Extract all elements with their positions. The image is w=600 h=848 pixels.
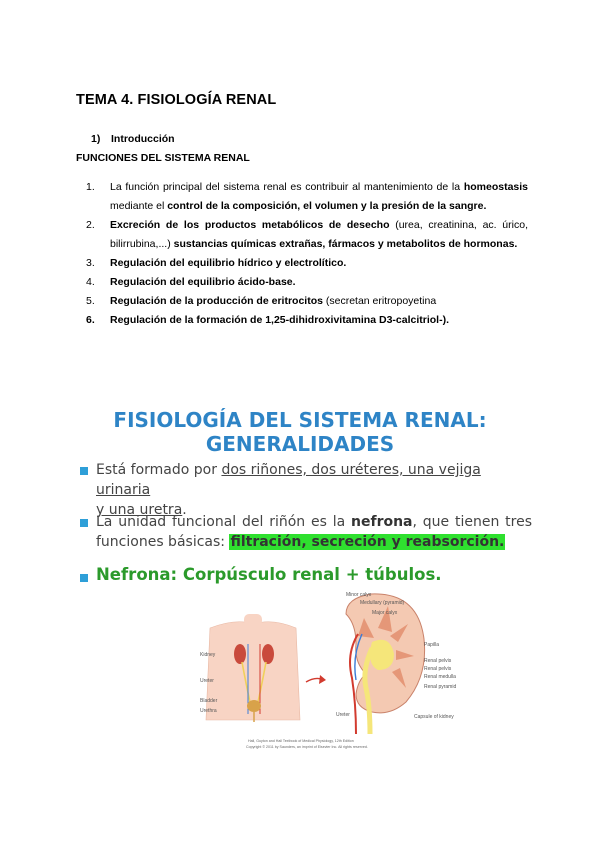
section-number: 1) [91,133,101,145]
item-number: 5. [86,295,95,307]
kidney-label: Renal pelvis [424,658,452,664]
list-item [86,178,528,216]
list-item [86,254,528,273]
item-bold: sustancias químicas extrañas, fármacos y metabolitos de hormonas. [173,238,518,250]
item-text: mediante el [110,200,168,212]
bullet-underlined: dos riñones, dos uréteres, una vejiga urinaria [96,462,481,498]
bullet-text: funciones básicas: [96,534,230,550]
kidney-label: Renal pyramid [424,684,457,690]
subheading: FUNCIONES DEL SISTEMA RENAL [76,152,250,164]
item-number: 1. [86,181,95,193]
function-list [86,178,528,330]
bullet-bold: nefrona [351,514,413,530]
body-bladder [247,700,261,712]
bullet-text: La unidad funcional del riñón es la [96,514,352,530]
arrow-head-icon [319,675,326,684]
kidney-label: Major calyx [372,610,398,616]
slide-bullet-3 [96,565,442,586]
kidney-label: Medullary (pyramid) [360,600,405,606]
section-heading [91,133,175,145]
item-bold: control de la composición, el volumen y la presión de la sangre. [167,200,487,212]
kidney-label: Ureter [336,712,350,718]
item-bold: Regulación de la producción de eritrocitos [110,295,323,307]
figure-caption: Copyright © 2011 by Saunders, an imprint of Elsevier Inc. All rights reserved. [246,745,368,749]
slide-title [0,408,600,456]
bullet-icon [80,574,88,582]
list-item [86,216,528,254]
item-bold: Regulación de la formación de 1,25-dihidroxivitamina D3-calcitriol-). [110,314,449,326]
slide-title-line: GENERALIDADES [205,432,395,456]
bullet-underlined: y una uretra [96,502,183,518]
list-item [86,292,528,311]
document-title: TEMA 4. FISIOLOGÍA RENAL [76,92,277,108]
body-label: Ureter [200,678,214,684]
item-number: 3. [86,257,95,269]
bullet-icon [80,519,88,527]
kidney-label: Minor calyx [346,592,372,598]
kidney-label: Papilla [424,642,440,648]
list-item [86,311,528,330]
kidney-label: Capsule of kidney [414,714,454,720]
slide-bullet-1 [96,460,536,520]
item-bold: Regulación del equilibrio hídrico y electrolítico. [110,257,347,269]
body-label: Kidney [200,652,216,658]
highlighted-text: filtración, secreción y reabsorción. [230,534,505,550]
nefrona-heading: Nefrona: Corpúsculo renal + túbulos. [96,565,442,584]
item-bold: Excreción de los productos metabólicos de desecho [110,219,390,231]
item-number: 4. [86,276,95,288]
kidney-label: Renal pelvis [424,666,452,672]
list-item [86,273,528,292]
body-label: Bladder [200,698,218,704]
bullet-text: . [182,502,187,518]
item-text: La función principal del sistema renal es contribuir al mantenimiento de la [110,181,461,193]
item-text: (secretan eritropoyetina [322,295,437,307]
bullet-text: Está formado por [96,462,222,478]
item-bold: homeostasis [463,181,529,193]
body-label: Urethra [200,708,217,714]
slide-title-line: FISIOLOGÍA DEL SISTEMA RENAL: [113,408,487,432]
slide-bullet-2 [96,512,536,552]
urinary-system-figure [196,584,466,754]
item-number: 2. [86,219,95,231]
bullet-text: , que tienen tres [412,514,532,530]
item-text: (urea, creatinina, ac. úrico, bilirrubina,...) [110,219,528,250]
figure-caption: Hall, Guyton and Hall Textbook of Medical Physiology, 12th Edition [248,739,354,743]
kidney-label: Renal medulla [424,674,456,680]
section-label: Introducción [111,133,175,145]
item-bold: Regulación del equilibrio ácido-base. [110,276,296,288]
item-number: 6. [86,314,95,326]
bullet-icon [80,467,88,475]
